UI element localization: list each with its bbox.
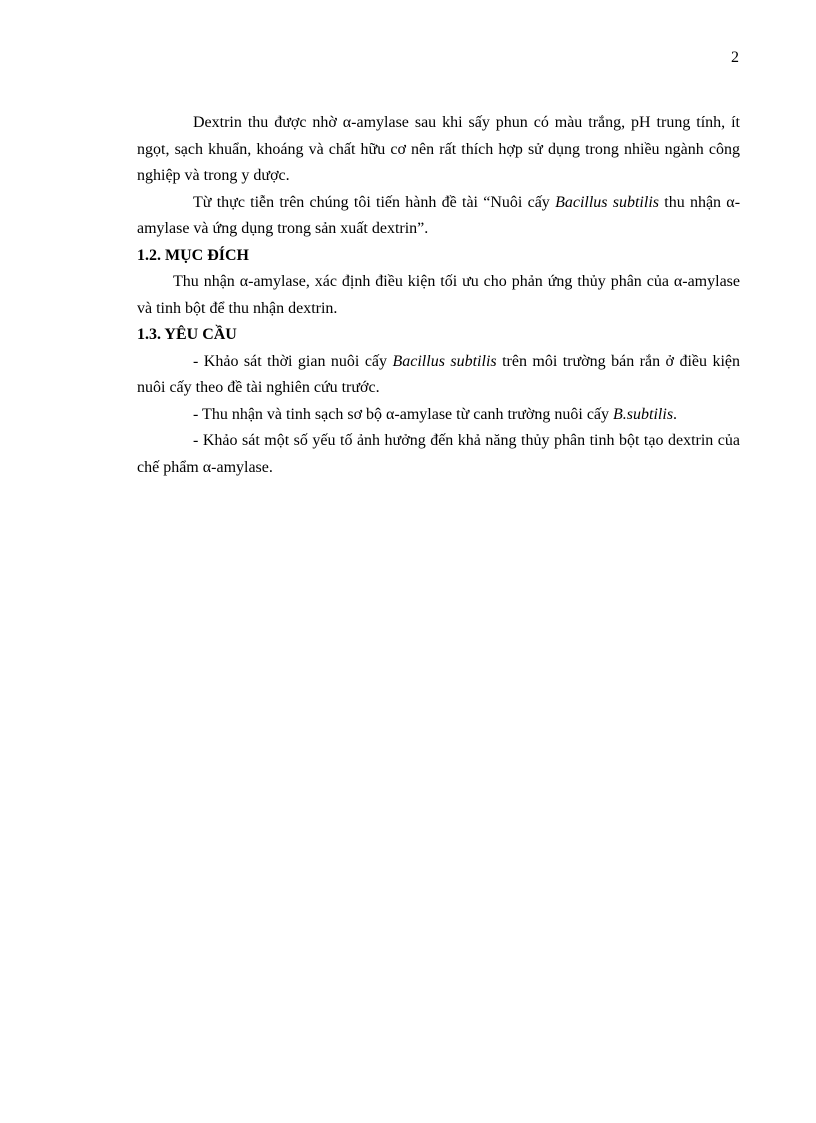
intro-paragraph-1: Dextrin thu được nhờ α-amylase sau khi sấy phun có màu trắng, pH trung tính, ít ngọt, sạch khuẩn, khoáng và chất hữu cơ nên rất thích hợp sử dụng trong nhiều ngành công nghiệp và trong y dược. <box>137 114 740 184</box>
requirement-item-2-text-start: - Thu nhận và tinh sạch sơ bộ α-amylase từ canh trường nuôi cấy <box>193 405 614 423</box>
requirement-item-2-text-end: . <box>673 405 678 423</box>
purpose-paragraph: Thu nhận α-amylase, xác định điều kiện tối ưu cho phản ứng thủy phân của α-amylase và tinh bột để thu nhận dextrin. <box>137 273 740 317</box>
species-name-italic: Bacillus subtilis <box>392 352 497 370</box>
page-number: 2 <box>731 49 739 66</box>
intro-paragraph-2-text-end: thu nhận α-amylase và ứng dụng trong sản xuất dextrin”. <box>137 193 741 237</box>
requirement-item-1-text-end: trên môi trường bán rắn ở điều kiện nuôi cấy theo đề tài nghiên cứu trước. <box>137 352 740 396</box>
intro-paragraph-2 <box>137 190 740 243</box>
species-name-italic: Bacillus subtilis <box>555 193 659 211</box>
requirement-item-2 <box>137 402 740 429</box>
requirement-item-1-text-start: - Khảo sát thời gian nuôi cấy <box>193 352 393 370</box>
species-abbrev-italic: B.subtilis <box>613 405 674 423</box>
requirement-item-1 <box>137 349 740 402</box>
requirement-item-3: - Khảo sát một số yếu tố ảnh hưởng đến khả năng thủy phân tinh bột tạo dextrin của chế phẩm α-amylase. <box>137 432 740 476</box>
page-content <box>137 110 740 481</box>
section-heading-requirements: 1.3. YÊU CẦU <box>137 326 237 343</box>
section-heading-purpose: 1.2. MỤC ĐÍCH <box>137 246 249 264</box>
intro-paragraph-2-text-start: Từ thực tiễn trên chúng tôi tiến hành đề tài “Nuôi cấy <box>193 193 556 211</box>
